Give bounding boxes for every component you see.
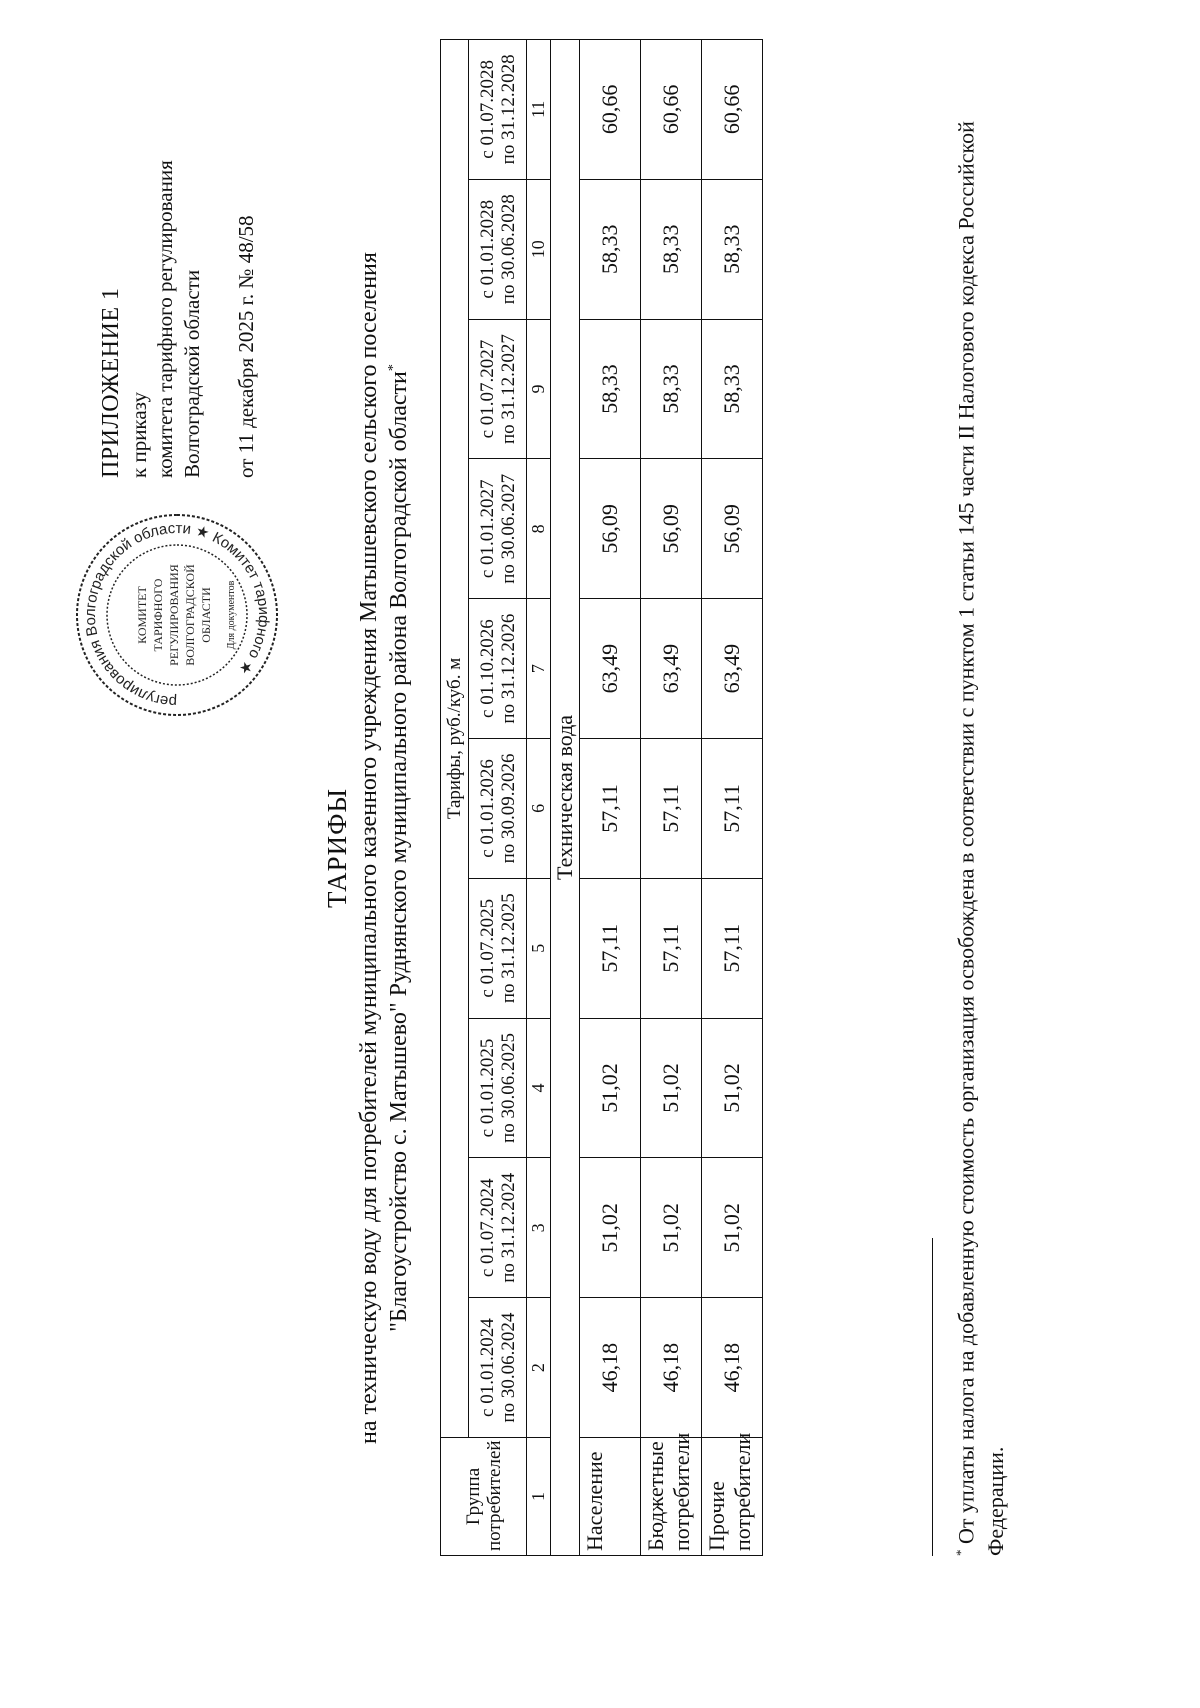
period-start: с 01.01.2026 bbox=[476, 759, 498, 858]
tariff-value: 58,33 bbox=[702, 179, 763, 319]
period-end: по 30.06.2027 bbox=[497, 473, 519, 584]
period-header bbox=[469, 459, 527, 599]
document-title: ТАРИФЫ bbox=[322, 787, 352, 909]
footnote bbox=[946, 36, 1011, 1556]
period-start: с 01.01.2024 bbox=[476, 1318, 498, 1417]
consumer-group-label bbox=[702, 1432, 763, 1556]
tariff-value: 56,09 bbox=[702, 459, 763, 599]
period-header bbox=[469, 179, 527, 319]
tariff-value: 57,11 bbox=[580, 739, 641, 879]
consumer-group-label-line: потребители bbox=[730, 1432, 755, 1551]
tariff-value: 46,18 bbox=[580, 1298, 641, 1438]
tariff-value: 58,33 bbox=[580, 179, 641, 319]
appendix-title: ПРИЛОЖЕНИЕ 1 bbox=[98, 287, 124, 478]
period-header bbox=[469, 599, 527, 739]
period-start: с 01.01.2028 bbox=[476, 199, 498, 299]
tariff-value: 51,02 bbox=[641, 1158, 702, 1298]
consumer-group-label bbox=[641, 1432, 702, 1556]
tariff-value: 56,09 bbox=[641, 459, 702, 599]
table-row bbox=[580, 39, 641, 1555]
period-end: по 30.06.2028 bbox=[497, 194, 519, 305]
document-subtitle-line-1: на техническую воду для потребителей муниципального казенного учреждения Матышевского сельского поселения bbox=[356, 252, 382, 1444]
period-end: по 31.12.2028 bbox=[497, 54, 519, 165]
period-end: по 31.12.2026 bbox=[497, 613, 519, 724]
tariff-value: 51,02 bbox=[641, 1018, 702, 1158]
tariff-value: 51,02 bbox=[702, 1018, 763, 1158]
tariff-value: 57,11 bbox=[580, 878, 641, 1018]
tariff-value: 51,02 bbox=[702, 1158, 763, 1298]
tariff-value: 46,18 bbox=[702, 1298, 763, 1438]
column-number: 1 bbox=[527, 1438, 551, 1556]
appendix-line-1: к приказу bbox=[127, 392, 151, 478]
period-start: с 01.01.2025 bbox=[476, 1038, 498, 1138]
seal-center-text: ТАРИФНОГО bbox=[151, 578, 165, 652]
footnote-text: От уплаты налога на добавленную стоимость организация освобождена в соответствии с пунктом 1 статьи 145 части II Налогового кодекса Российской Федерации. bbox=[953, 121, 1009, 1556]
table-row bbox=[641, 39, 702, 1555]
tariff-value: 46,18 bbox=[641, 1298, 702, 1438]
tariff-value: 56,09 bbox=[580, 459, 641, 599]
period-start: с 01.07.2025 bbox=[476, 898, 498, 998]
tariff-value: 60,66 bbox=[580, 39, 641, 179]
tariffs-table bbox=[440, 39, 763, 1556]
period-header bbox=[469, 39, 527, 179]
tariff-value: 58,33 bbox=[580, 319, 641, 459]
column-number: 5 bbox=[527, 878, 551, 1018]
period-end: по 31.12.2027 bbox=[497, 334, 519, 444]
seal-center-text: КОМИТЕТ bbox=[135, 586, 149, 644]
period-start: с 01.10.2026 bbox=[476, 619, 498, 718]
consumer-group-label-line: Прочие bbox=[704, 1481, 729, 1551]
tariff-value: 60,66 bbox=[641, 39, 702, 179]
column-number: 8 bbox=[527, 459, 551, 599]
period-header bbox=[469, 319, 527, 459]
period-header bbox=[469, 1158, 527, 1298]
column-number: 3 bbox=[527, 1158, 551, 1298]
column-number: 4 bbox=[527, 1018, 551, 1158]
period-end: по 30.06.2024 bbox=[497, 1312, 519, 1423]
period-end: по 31.12.2025 bbox=[497, 893, 519, 1004]
appendix-line-3: Волгоградской области bbox=[179, 269, 204, 478]
subtitle-line-2-text: "Благоустройство с. Матышево" Руднянского муниципального района Волгоградской области bbox=[386, 371, 412, 1332]
footnote-marker-bottom: * bbox=[953, 1549, 968, 1556]
table-row bbox=[702, 39, 763, 1555]
column-number: 10 bbox=[527, 179, 551, 319]
consumer-group-label-line: Бюджетные bbox=[643, 1441, 668, 1551]
tariff-value: 63,49 bbox=[580, 599, 641, 739]
tariff-value: 58,33 bbox=[641, 179, 702, 319]
consumer-group-label-line: потребители bbox=[669, 1432, 694, 1551]
period-header-row bbox=[469, 39, 527, 1555]
column-number: 6 bbox=[527, 739, 551, 879]
appendix-block bbox=[96, 48, 259, 478]
tariff-value: 57,11 bbox=[702, 739, 763, 879]
consumer-group-label-line: Население bbox=[582, 1451, 607, 1551]
seal-center-text: ВОЛГОГРАДСКОЙ bbox=[183, 564, 197, 666]
section-header: Техническая вода bbox=[551, 39, 580, 1555]
group-header: Группа потребителей bbox=[441, 1438, 527, 1556]
column-number-row bbox=[527, 39, 551, 1555]
period-end: по 30.09.2026 bbox=[497, 753, 519, 864]
period-header bbox=[469, 1018, 527, 1158]
tariff-value: 57,11 bbox=[702, 878, 763, 1018]
period-start: с 01.07.2024 bbox=[476, 1178, 498, 1278]
period-header bbox=[469, 1298, 527, 1438]
tariff-value: 51,02 bbox=[580, 1018, 641, 1158]
period-header bbox=[469, 739, 527, 879]
official-seal bbox=[74, 512, 280, 718]
tariff-value: 63,49 bbox=[702, 599, 763, 739]
order-date: от 11 декабря 2025 г. № 48/58 bbox=[233, 215, 258, 478]
column-number: 9 bbox=[527, 319, 551, 459]
tariffs-header: Тарифы, руб./куб. м bbox=[441, 39, 469, 1437]
seal-center-text: ОБЛАСТИ bbox=[199, 587, 213, 643]
tariff-value: 57,11 bbox=[641, 878, 702, 1018]
column-number: 7 bbox=[527, 599, 551, 739]
period-start: с 01.07.2028 bbox=[476, 60, 498, 159]
seal-ring-text: регулирования Волгоградской области ★ Комитет тарифного ★ bbox=[81, 519, 273, 711]
tariff-value: 63,49 bbox=[641, 599, 702, 739]
tariff-value: 60,66 bbox=[702, 39, 763, 179]
column-number: 11 bbox=[527, 39, 551, 179]
period-header bbox=[469, 878, 527, 1018]
period-start: с 01.07.2027 bbox=[476, 339, 498, 439]
consumer-group-label bbox=[580, 1438, 641, 1556]
tariff-value: 51,02 bbox=[580, 1158, 641, 1298]
appendix-line-2: комитета тарифного регулирования bbox=[153, 160, 178, 478]
seal-center-text: РЕГУЛИРОВАНИЯ bbox=[167, 564, 181, 666]
period-end: по 30.06.2025 bbox=[497, 1033, 519, 1143]
document-subtitle-line-2 bbox=[386, 48, 413, 1648]
tariff-value: 58,33 bbox=[641, 319, 702, 459]
footnote-marker: * bbox=[386, 364, 401, 372]
footnote-divider bbox=[932, 1238, 933, 1556]
period-end: по 31.12.2024 bbox=[497, 1172, 519, 1283]
tariff-value: 57,11 bbox=[641, 739, 702, 879]
column-number: 2 bbox=[527, 1298, 551, 1438]
seal-bottom-text: Для документов bbox=[226, 580, 237, 650]
period-start: с 01.01.2027 bbox=[476, 479, 498, 579]
tariff-value: 58,33 bbox=[702, 319, 763, 459]
